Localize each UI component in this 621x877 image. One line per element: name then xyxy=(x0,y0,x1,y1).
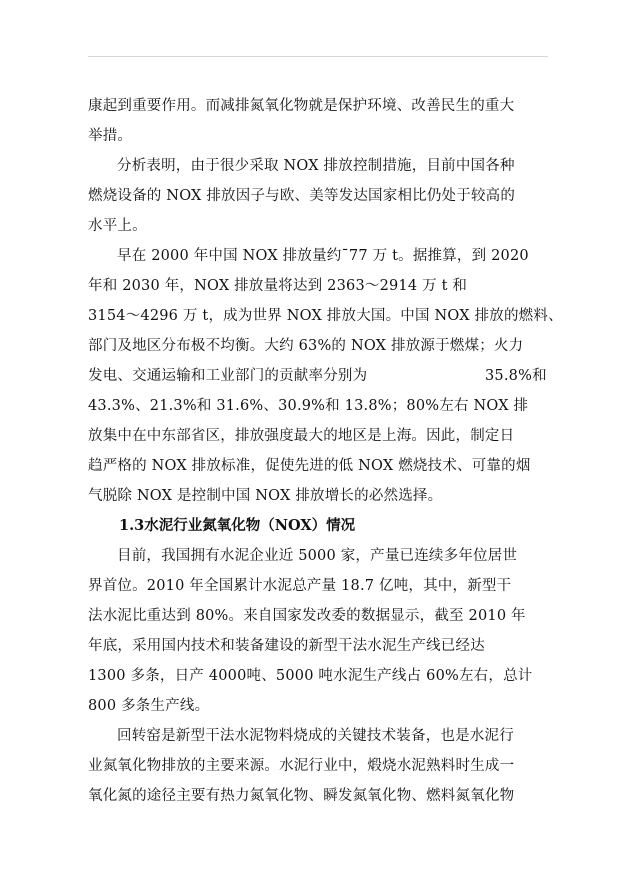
text-line: 回转窑是新型干法水泥物料烧成的关键技术装备，也是水泥行 xyxy=(117,728,514,744)
text-segment: 35.8%和 xyxy=(485,368,547,384)
text-line: 燃烧设备的 NOX 排放因子与欧、美等发达国家相比仍处于较高的 xyxy=(88,188,516,204)
text-segment: 发电、交通运输和工业部门的贡献率分别为 xyxy=(88,368,368,384)
section-heading: 1.3水泥行业氮氧化物（NOX）情况 xyxy=(119,517,356,534)
text-line: 气脱除 NOX 是控制中国 NOX 排放增长的必然选择。 xyxy=(88,488,443,504)
text-line: 业氮氧化物排放的主要来源。水泥行业中，煅烧水泥熟料时生成一 xyxy=(88,758,515,774)
text-line: 3154～4296 万 t，成为世界 NOX 排放大国。中国 NOX 排放的燃料、 xyxy=(88,308,563,324)
text-line: 氧化氮的途径主要有热力氮氧化物、瞬发氮氧化物、燃料氮氧化物 xyxy=(88,788,515,804)
text-line xyxy=(88,361,548,391)
text-line: 举措。 xyxy=(88,128,133,144)
text-line: 部门及地区分布极不均衡。大约 63%的 NOX 排放源于燃煤；火力 xyxy=(88,338,524,354)
text-line: 趋严格的 NOX 排放标准，促使先进的低 NOX 燃烧技术、可靠的烟 xyxy=(88,458,531,474)
header-rule xyxy=(88,56,548,57)
text-line: 放集中在中东部省区，排放强度最大的地区是上海。因此，制定日 xyxy=(88,428,515,444)
text-line: 界首位。2010 年全国累计水泥总产量 18.7 亿吨，其中，新型干 xyxy=(88,578,512,594)
text-line: 法水泥比重达到 80%。来自国家发改委的数据显示，截至 2010 年 xyxy=(88,608,526,624)
text-line: 目前，我国拥有水泥企业近 5000 家，产量已连续多年位居世 xyxy=(117,548,518,564)
text-line: 水平上。 xyxy=(88,218,147,234)
text-line: 康起到重要作用。而减排氮氧化物就是保护环境、改善民生的重大 xyxy=(88,98,515,114)
text-line: 早在 2000 年中国 NOX 排放量约¯77 万 t。据推算，到 2020 xyxy=(117,248,529,264)
text-line: 年底，采用国内技术和装备建设的新型干法水泥生产线已经达 xyxy=(88,638,485,654)
text-line: 分析表明，由于很少采取 NOX 排放控制措施，目前中国各种 xyxy=(117,158,515,174)
text-line: 800 多条生产线。 xyxy=(88,698,210,714)
text-line: 1300 多条，日产 4000吨、5000 吨水泥生产线占 60%左右，总计 xyxy=(88,668,533,684)
text-line: 年和 2030 年，NOX 排放量将达到 2363～2914 万 t 和 xyxy=(88,278,468,294)
text-line: 43.3%、21.3%和 31.6%、30.9%和 13.8%；80%左右 NOX 排 xyxy=(88,398,529,414)
